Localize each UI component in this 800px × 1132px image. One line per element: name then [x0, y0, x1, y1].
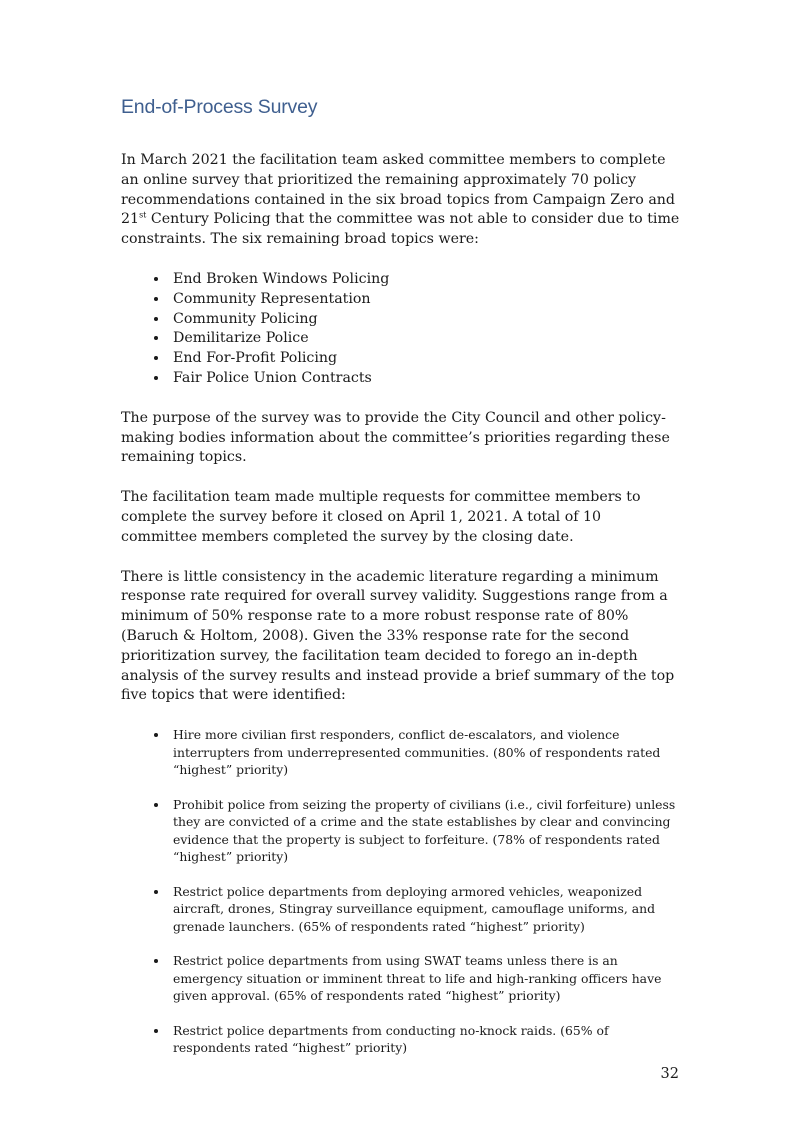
- intro-text: In March 2021 the facilitation team asked committee members to complete an online survey that prioritized the remaining approximately 70 policy recommendations contained in the six broad topics from Campaign Zero and 21: [121, 152, 675, 228]
- finding-item: • Restrict police departments from conducting no-knock raids. (65% of respondents rated “highest” priority): [169, 1022, 681, 1057]
- requests-paragraph: The facilitation team made multiple requests for committee members to complete the survey before it closed on April 1, 2021. A total of 10 committee members completed the survey by the closing date.: [121, 489, 641, 545]
- ordinal-superscript: st: [139, 210, 147, 220]
- section-heading: End-of-Process Survey: [121, 96, 318, 118]
- purpose-paragraph: The purpose of the survey was to provide the City Council and other policy-making bodies information about the committee’s priorities regarding these remaining topics.: [121, 409, 670, 466]
- findings-list: [121, 726, 681, 1057]
- consistency-paragraph: There is little consistency in the academic literature regarding a minimum response rate required for overall survey validity. Suggestions range from a minimum of 50% response rate to a more robust response rate of 80% (Baruch & Holtom, 2008). Given the 33% response rate for the second prioritization survey, the facilitation team decided to forego an in-depth analysis of the survey results and instead provide a brief summary of the top five topics that were identified:: [121, 568, 675, 704]
- finding-item: • Prohibit police from seizing the property of civilians (i.e., civil forfeiture) unless they are convicted of a crime and the state establishes by clear and convincing evidence that the property is subject to forfeiture. (78% of respondents rated “highest” priority): [169, 796, 681, 866]
- topic-item: • Fair Police Union Contracts: [169, 369, 681, 389]
- page-number: 32: [660, 1066, 679, 1082]
- intro-text-continued: Century Policing that the committee was not able to consider due to time constraints. The six remaining broad topics were:: [121, 211, 680, 248]
- topic-item: • Demilitarize Police: [169, 329, 681, 349]
- document-page: [121, 96, 681, 1074]
- topic-item: • End For-Profit Policing: [169, 349, 681, 369]
- topic-item: • Community Representation: [169, 290, 681, 310]
- topic-item: • End Broken Windows Policing: [169, 270, 681, 290]
- finding-item: • Restrict police departments from using SWAT teams unless there is an emergency situation or imminent threat to life and high-ranking officers have given approval. (65% of respondents rated “highest” priority): [169, 952, 681, 1005]
- finding-item: • Hire more civilian first responders, conflict de-escalators, and violence interrupters from underrepresented communities. (80% of respondents rated “highest” priority): [169, 726, 681, 779]
- finding-item: • Restrict police departments from deploying armored vehicles, weaponized aircraft, drones, Stingray surveillance equipment, camouflage uniforms, and grenade launchers. (65% of respondents rated “highest” priority): [169, 883, 681, 936]
- topics-list: [121, 270, 681, 389]
- intro-paragraph: [121, 151, 681, 250]
- topic-item: • Community Policing: [169, 310, 681, 330]
